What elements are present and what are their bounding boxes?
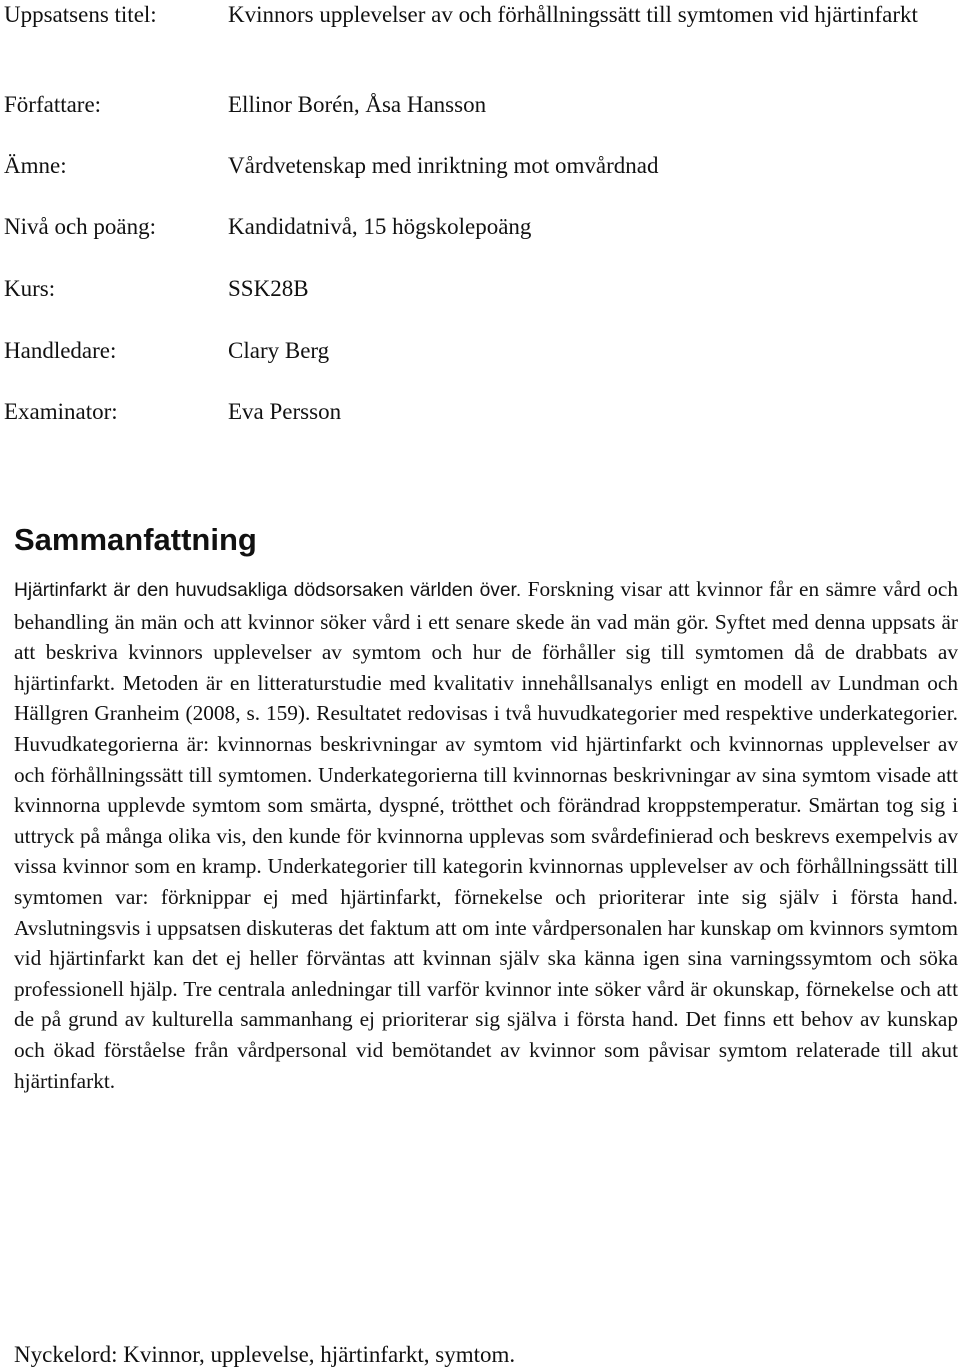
summary-heading: Sammanfattning — [14, 522, 257, 557]
summary-paragraph — [14, 574, 958, 1096]
metadata-level-label: Nivå och poäng: — [4, 214, 157, 239]
summary-intro-sentence: Hjärtinfarkt är den huvudsakliga dödsorsaken världen över. — [14, 580, 522, 601]
metadata-title-label: Uppsatsens titel: — [4, 2, 157, 27]
metadata-supervisor-label: Handledare: — [4, 338, 117, 363]
metadata-authors-value: Ellinor Borén, Åsa Hansson — [228, 92, 487, 117]
metadata-level-value: Kandidatnivå, 15 högskolepoäng — [228, 214, 532, 239]
metadata-subject-value: Vårdvetenskap med inriktning mot omvårdnad — [228, 153, 659, 178]
summary-body-text: Forskning visar att kvinnor får en sämre vård och behandling än män och att kvinnor söker vård i ett senare skede än vad män gör. Syftet med denna uppsats är att beskriva kvinnors upplevelser av symtom och hur de förhåller sig till symtomen då de drabbats av hjärtinfarkt. Metoden är en litteraturstudie med kvalitativ innehållsanalys enligt en modell av Lundman och Hällgren Granheim (2008, s. 159). Resultatet redovisas i två huvudkategorier med respektive underkategorier. Huvudkategorierna är: kvinnornas beskrivningar av symtom vid hjärtinfarkt och kvinnornas upplevelser av och förhållningssätt till symtomen. Underkategorierna till kvinnornas beskrivningar av sina symtom visade att kvinnorna upplevde symtom som smärta, dyspné, trötthet och förändrad kroppstemperatur. Smärtan tog sig i uttryck på många olika vis, den kunde för kvinnorna upplevas som svårdefinierad och beskrevs exempelvis av vissa kvinnor som en kramp. Underkategorier till kategorin kvinnornas upplevelser av och förhållningssätt till symtomen var: förknippar ej med hjärtinfarkt, förnekelse och prioriterar inte sig själv i första hand. Avslutningsvis i uppsatsen diskuteras det faktum att om inte vårdpersonalen har kunskap om kvinnors symtom vid hjärtinfarkt kan det ej heller förväntas att kvinnan själv ska känna igen sina varningssymtom och söka professionell hjälp. Tre centrala anledningar till varför kvinnor inte söker vård är okunskap, förnekelse och att de på grund av kulturella sammanhang ej prioriterar sig själva i första hand. Det finns ett behov av kunskap och ökad förståelse från vårdpersonal vid bemötandet av kvinnor som påvisar symtom relaterade till akut hjärtinfarkt. — [14, 577, 958, 1093]
metadata-course-label: Kurs: — [4, 276, 56, 301]
metadata-examiner-value: Eva Persson — [228, 399, 342, 424]
metadata-subject-label: Ämne: — [4, 153, 67, 178]
metadata-authors-label: Författare: — [4, 92, 102, 117]
metadata-title-value: Kvinnors upplevelser av och förhållningssätt till symtomen vid hjärtinfarkt — [228, 2, 918, 27]
metadata-course-value: SSK28B — [228, 276, 309, 301]
metadata-supervisor-value: Clary Berg — [228, 338, 330, 363]
keywords-line: Nyckelord: Kvinnor, upplevelse, hjärtinfarkt, symtom. — [14, 1342, 516, 1367]
metadata-examiner-label: Examinator: — [4, 399, 118, 424]
